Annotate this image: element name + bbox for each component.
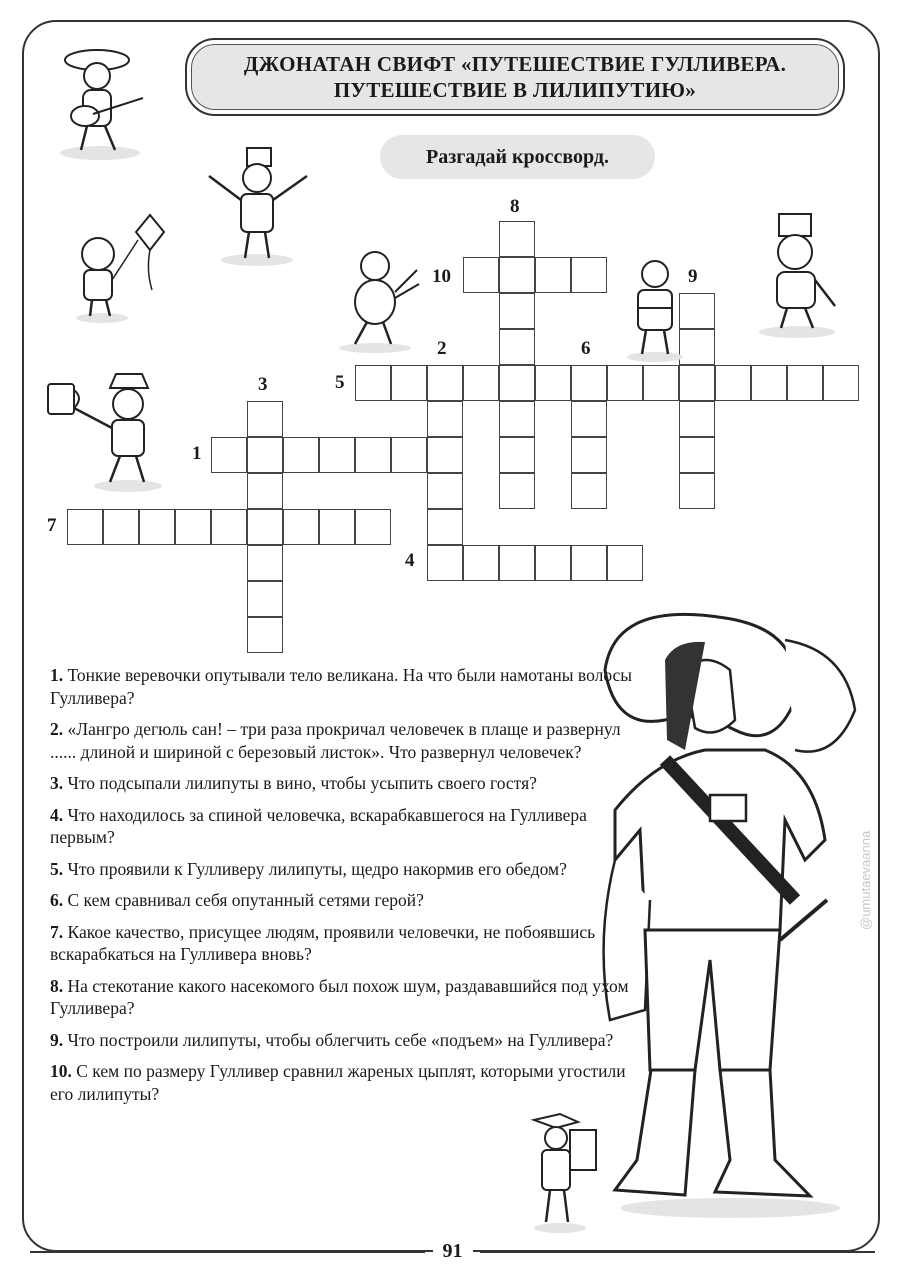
crossword-cell[interactable] <box>499 437 535 473</box>
clue-10-number: 10. <box>50 1061 72 1081</box>
clue-9-text: Что построили лилипуты, чтобы облегчить себе «подъем» на Гулливера? <box>63 1029 614 1050</box>
crossword-cell[interactable] <box>607 545 643 581</box>
crossword-cell[interactable] <box>571 257 607 293</box>
crossword-cell[interactable] <box>823 365 859 401</box>
clue-number-2: 2 <box>437 338 447 359</box>
clue-number-3: 3 <box>258 374 268 395</box>
clue-number-4: 4 <box>405 550 415 571</box>
clue-7 <box>50 921 650 966</box>
crossword-cell[interactable] <box>463 365 499 401</box>
clue-1-number: 1. <box>50 665 64 685</box>
clue-list <box>50 664 650 1114</box>
clue-3-number: 3. <box>50 773 64 793</box>
crossword-cell[interactable] <box>427 473 463 509</box>
crossword-cell[interactable] <box>247 581 283 617</box>
crossword-cell[interactable] <box>211 437 247 473</box>
page-number <box>0 1240 905 1263</box>
clue-10 <box>50 1060 650 1105</box>
crossword-cell[interactable] <box>247 437 283 473</box>
crossword-cell[interactable] <box>535 365 571 401</box>
crossword-cell[interactable] <box>283 437 319 473</box>
clue-2-number: 2. <box>50 719 64 739</box>
watermark: @umutaevaanna <box>858 830 873 930</box>
page-number-text: 91 <box>433 1240 473 1262</box>
crossword-cell[interactable] <box>427 401 463 437</box>
crossword-cell[interactable] <box>103 509 139 545</box>
crossword-cell[interactable] <box>499 365 535 401</box>
crossword-cell[interactable] <box>643 365 679 401</box>
crossword-cell[interactable] <box>499 401 535 437</box>
clue-number-9: 9 <box>688 266 698 287</box>
crossword-cell[interactable] <box>139 509 175 545</box>
crossword-cell[interactable] <box>679 401 715 437</box>
crossword-cell[interactable] <box>535 257 571 293</box>
crossword-cell[interactable] <box>319 509 355 545</box>
crossword-cell[interactable] <box>571 401 607 437</box>
clue-number-1: 1 <box>192 443 202 464</box>
crossword-cell[interactable] <box>787 365 823 401</box>
crossword-cell[interactable] <box>499 545 535 581</box>
clue-number-10: 10 <box>432 266 451 287</box>
clue-1 <box>50 664 650 709</box>
clue-5-text: Что проявили к Гулливеру лилипуты, щедро накормив его обедом? <box>63 858 567 879</box>
title-line-2: ПУТЕШЕСТВИЕ В ЛИЛИПУТИЮ» <box>333 78 697 102</box>
crossword-cell[interactable] <box>571 545 607 581</box>
crossword-cell[interactable] <box>247 617 283 653</box>
bagpiper-illustration <box>325 240 425 355</box>
clue-6 <box>50 889 650 912</box>
crossword-cell[interactable] <box>355 437 391 473</box>
clue-8 <box>50 975 650 1020</box>
crossword-cell[interactable] <box>427 509 463 545</box>
crossword-cell[interactable] <box>571 365 607 401</box>
clue-number-5: 5 <box>335 372 345 393</box>
crossword-cell[interactable] <box>499 473 535 509</box>
title-inner <box>191 44 839 110</box>
crossword-cell[interactable] <box>391 365 427 401</box>
title-banner <box>185 38 845 116</box>
clue-4 <box>50 804 650 849</box>
clue-number-6: 6 <box>581 338 591 359</box>
crossword-cell[interactable] <box>463 257 499 293</box>
crossword-cell[interactable] <box>355 509 391 545</box>
crossword-cell[interactable] <box>679 473 715 509</box>
crossword-cell[interactable] <box>319 437 355 473</box>
clue-3-text: Что подсыпали лилипуты в вино, чтобы усыпить своего гостя? <box>63 773 537 793</box>
clue-6-text: С кем сравнивал себя опутанный сетями герой? <box>63 890 424 910</box>
scot-arms-crossed-illustration <box>620 252 690 364</box>
crossword-cell[interactable] <box>427 437 463 473</box>
waving-man-illustration <box>195 142 325 267</box>
crossword-cell[interactable] <box>571 473 607 509</box>
clue-5 <box>50 858 650 881</box>
title-line-1: ДЖОНАТАН СВИФТ «ПУТЕШЕСТВИЕ ГУЛЛИВЕРА. <box>243 52 787 76</box>
leprechaun-mug-illustration <box>40 370 165 495</box>
crossword-cell[interactable] <box>499 293 535 329</box>
clue-4-text: Что находилось за спиной человечка, вскарабкавшегося на Гулливера первым? <box>50 804 587 847</box>
clue-7-number: 7. <box>50 921 64 942</box>
clue-8-text: На стекотание какого насекомого был похож шум, раздававшийся под ухом Гулливера? <box>50 975 629 1018</box>
crossword-cell[interactable] <box>391 437 427 473</box>
crossword-cell[interactable] <box>247 401 283 437</box>
crossword-cell[interactable] <box>355 365 391 401</box>
crossword-cell[interactable] <box>247 509 283 545</box>
cowboy-guitar-illustration <box>45 38 155 163</box>
crossword-cell[interactable] <box>67 509 103 545</box>
task-subtitle: Разгадай кроссворд. <box>380 135 655 179</box>
clue-7-text: Какое качество, присущее людям, проявили человечки, не побоявшись вскарабкаться на Гулливера вновь? <box>50 921 596 964</box>
clue-3 <box>50 772 650 795</box>
clue-2-text: «Лангро дегюль сан! – три раза прокричал человечек в плаще и развернул ...... длиной и шириной с березовый листок». Что развернул человечек? <box>50 719 621 762</box>
crossword-cell[interactable] <box>427 365 463 401</box>
crossword-cell[interactable] <box>715 365 751 401</box>
clue-6-number: 6. <box>50 890 64 910</box>
crossword-cell[interactable] <box>283 509 319 545</box>
crossword-cell[interactable] <box>607 365 643 401</box>
kite-boy-illustration <box>62 210 172 325</box>
crossword-cell[interactable] <box>535 545 571 581</box>
crossword-cell[interactable] <box>247 473 283 509</box>
clue-2 <box>50 718 650 763</box>
crossword-cell[interactable] <box>175 509 211 545</box>
crossword-cell[interactable] <box>679 437 715 473</box>
crossword-cell[interactable] <box>499 257 535 293</box>
crossword-cell[interactable] <box>679 365 715 401</box>
clue-1-text: Тонкие веревочки опутывали тело великана. На что были намотаны волосы Гулливера? <box>50 665 633 708</box>
leprechaun-pipe-illustration <box>735 210 845 340</box>
clue-8-number: 8. <box>50 975 64 996</box>
crossword-cell[interactable] <box>751 365 787 401</box>
crossword-cell[interactable] <box>427 545 463 581</box>
clue-9-number: 9. <box>50 1029 64 1050</box>
crossword-cell[interactable] <box>211 509 247 545</box>
clue-4-number: 4. <box>50 804 64 825</box>
clue-number-8: 8 <box>510 196 520 217</box>
clue-10-text: С кем по размеру Гулливер сравнил жареных цыплят, которыми угостили его лилипуты? <box>50 1061 626 1104</box>
crossword-cell[interactable] <box>571 437 607 473</box>
crossword-cell[interactable] <box>499 329 535 365</box>
clue-5-number: 5. <box>50 858 64 879</box>
herald-scroll-illustration <box>520 1110 605 1235</box>
clue-number-7: 7 <box>47 515 57 536</box>
crossword-cell[interactable] <box>463 545 499 581</box>
clue-9 <box>50 1029 650 1052</box>
crossword-cell[interactable] <box>247 545 283 581</box>
crossword-cell[interactable] <box>499 221 535 257</box>
